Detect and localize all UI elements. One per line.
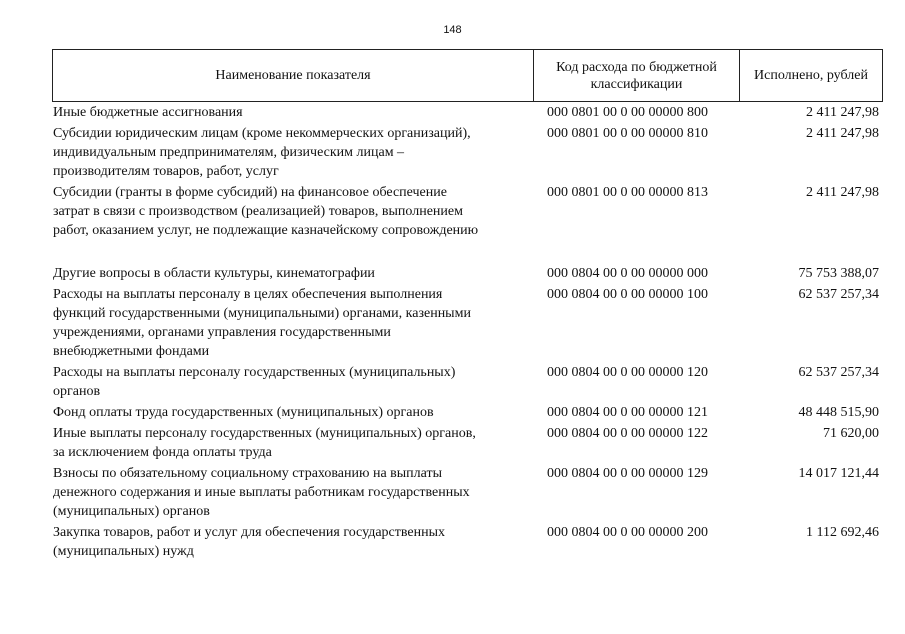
table-row [52, 285, 883, 363]
row-code: 000 0804 00 0 00 00000 100 [547, 287, 708, 302]
table-row [52, 424, 883, 464]
table-row [52, 523, 883, 563]
row-amount: 62 537 257,34 [798, 365, 879, 380]
row-code: 000 0804 00 0 00 00000 122 [547, 426, 708, 441]
row-name: Субсидии юридическим лицам (кроме некоммерческих организаций), индивидуальным предпринимателям, физическим лицам – производителям товаров, работ, услуг [53, 126, 471, 179]
row-code: 000 0804 00 0 00 00000 121 [547, 405, 708, 420]
table-row [52, 103, 883, 124]
row-name: Взносы по обязательному социальному страхованию на выплаты денежного содержания и иные выплаты работникам государственных (муниципальных) органов [53, 466, 470, 519]
row-amount: 75 753 388,07 [798, 266, 879, 281]
row-name: Иные бюджетные ассигнования [53, 105, 243, 120]
table-body [52, 103, 883, 563]
row-amount: 1 112 692,46 [806, 525, 879, 540]
row-amount: 14 017 121,44 [798, 466, 879, 481]
table-row [52, 264, 883, 285]
row-code: 000 0804 00 0 00 00000 200 [547, 525, 708, 540]
table-row [52, 403, 883, 424]
header-code: Код расхода по бюджетной классификации [534, 50, 740, 101]
row-amount: 62 537 257,34 [798, 287, 879, 302]
table-row [52, 464, 883, 523]
table-row [52, 363, 883, 403]
row-code: 000 0801 00 0 00 00000 810 [547, 126, 708, 141]
row-name: Другие вопросы в области культуры, кинематографии [53, 266, 375, 281]
row-name: Расходы на выплаты персоналу в целях обеспечения выполнения функций государственными (муниципальными) органами, казенными учреждениями, органами управления государственными внебюджетными фондами [53, 287, 471, 359]
row-code: 000 0801 00 0 00 00000 813 [547, 185, 708, 200]
table-header [52, 49, 883, 102]
row-code: 000 0804 00 0 00 00000 129 [547, 466, 708, 481]
row-amount: 2 411 247,98 [806, 185, 879, 200]
row-amount: 48 448 515,90 [798, 405, 879, 420]
row-amount: 71 620,00 [823, 426, 879, 441]
table-row [52, 124, 883, 183]
page-number: 148 [443, 24, 462, 36]
row-code: 000 0801 00 0 00 00000 800 [547, 105, 708, 120]
row-amount: 2 411 247,98 [806, 105, 879, 120]
table-row [52, 183, 883, 264]
row-code: 000 0804 00 0 00 00000 120 [547, 365, 708, 380]
row-name: Субсидии (гранты в форме субсидий) на финансовое обеспечение затрат в связи с производством (реализацией) товаров, выполнением работ, оказанием услуг, не подлежащие казначейскому сопровождению [53, 185, 479, 238]
row-code: 000 0804 00 0 00 00000 000 [547, 266, 708, 281]
row-amount: 2 411 247,98 [806, 126, 879, 141]
row-name: Фонд оплаты труда государственных (муниципальных) органов [53, 405, 434, 420]
row-name: Расходы на выплаты персоналу государственных (муниципальных) органов [53, 365, 456, 399]
row-name: Иные выплаты персоналу государственных (муниципальных) органов, за исключением фонда оплаты труда [53, 426, 476, 460]
row-name: Закупка товаров, работ и услуг для обеспечения государственных (муниципальных) нужд [53, 525, 446, 559]
header-amount: Исполнено, рублей [754, 68, 868, 83]
header-name: Наименование показателя [53, 50, 534, 101]
